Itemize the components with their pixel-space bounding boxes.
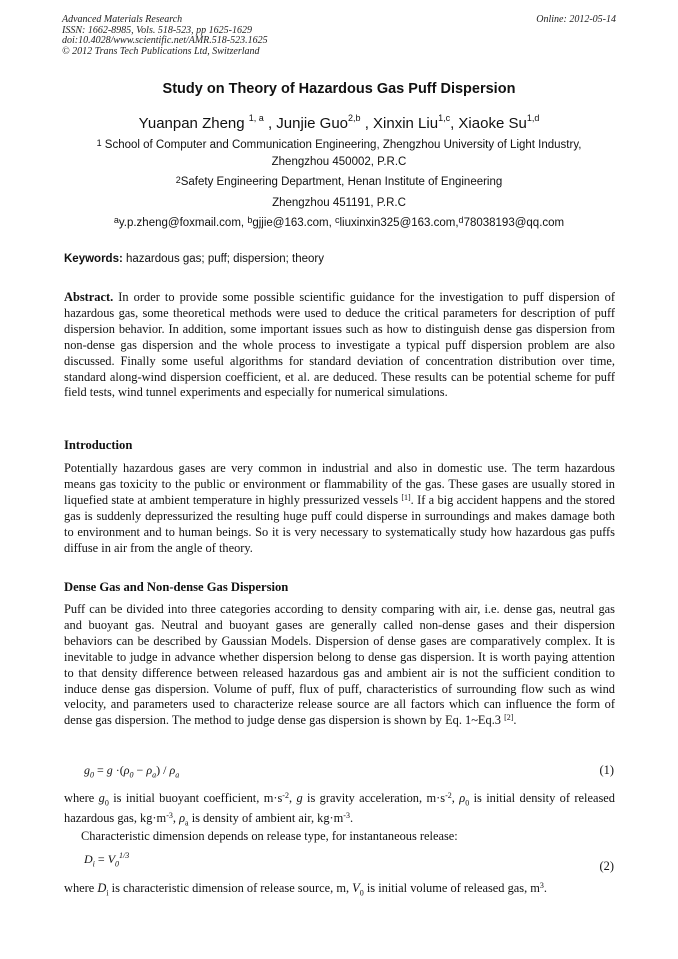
eq-symbol: D: [84, 852, 93, 866]
affiliation-text: Safety Engineering Department, Henan Institute of Engineering: [180, 176, 503, 188]
affiliation-1: [64, 137, 614, 171]
where-text: is density of ambient air, kg·m: [188, 811, 344, 826]
eq-symbol: ρ: [169, 763, 176, 777]
author-name: , Xiaoke Su: [450, 115, 527, 132]
citation: [1]: [401, 492, 411, 502]
var: g: [98, 791, 105, 805]
keywords: [64, 253, 324, 265]
dense-gas-paragraph: [64, 602, 615, 729]
keywords-text: hazardous gas; puff; dispersion; theory: [122, 253, 324, 265]
where-text: ,: [451, 791, 460, 805]
equation-2-number: (2): [599, 859, 614, 873]
email-sup: d: [458, 215, 464, 225]
eq-symbol: ρ: [146, 763, 153, 777]
eq-symbol: g: [106, 763, 113, 777]
where-text: is initial buoyant coefficient, m·s: [108, 791, 283, 805]
where-text: where: [64, 791, 99, 805]
eq-sub: 0: [129, 770, 134, 780]
online-date: Online: 2012-05-14: [536, 14, 616, 25]
exp: -3: [166, 811, 173, 821]
dense-gas-heading: Dense Gas and Non-dense Gas Dispersion: [64, 580, 289, 594]
author-sup: 2,b: [348, 113, 361, 123]
where-text: is initial density of: [469, 791, 571, 805]
journal-name: Advanced Materials Research: [62, 14, 183, 25]
where-text: where: [64, 881, 98, 895]
eq-symbol: ρ: [123, 763, 130, 777]
var-sub: a: [185, 818, 189, 828]
affiliation-text: Zhengzhou 451191, P.R.C: [272, 197, 406, 209]
eq-symbol: V: [107, 852, 116, 866]
author-name: , Xinxin Liu: [360, 115, 439, 132]
keywords-label: Keywords:: [64, 253, 123, 265]
journal-header: [62, 15, 616, 57]
email: 78038193@qq.com: [463, 217, 565, 229]
var: V: [352, 881, 360, 895]
where-text: is characteristic dimension of release source, m,: [108, 881, 353, 895]
email: y.p.zheng@foxmail.com,: [118, 217, 248, 229]
email-sup: b: [247, 215, 253, 225]
dense-text: Puff can be divided into three categories according to density comparing with air, i.e. dense gas, neutral gas and buoyant gas. Neutral and buoyant gases are generally called non-dense gases and their dispersion behaviors can be described by Gaussian Models. Dispersion of dense gases are comparatively complex. It is inevitable to judge in advance whether dispersion belong to dense gas dispersion. It is worth paying attention to that density difference between released hazardous gas and ambient air is not the sufficient condition to induce dense gas dispersion. Volume of puff, flux of puff, characteristics of surrounding flow such as wind velocity, and parameters used to characterize release source are all factors which can influence the form of dense gas dispersion. The method to judge dense gas dispersion is shown by Eq. 1~Eq.3: [64, 602, 615, 728]
where-text: ,: [288, 791, 297, 805]
var: ρ: [459, 791, 466, 805]
where-text: ,: [172, 811, 180, 826]
where-text: released hazardous gas, kg·m: [64, 791, 615, 826]
exp: -2: [445, 791, 452, 800]
eq-sub: a: [175, 770, 180, 780]
var: g: [296, 791, 303, 805]
abstract-label: Abstract.: [64, 290, 114, 304]
affiliation-sup: 2: [175, 175, 181, 185]
var-sub: 0: [104, 798, 109, 808]
introduction-paragraph: [64, 461, 615, 556]
var: D: [97, 881, 107, 895]
characteristic-line: Characteristic dimension depends on release type, for instantaneous release:: [81, 829, 458, 843]
eq-sub: 0: [115, 859, 120, 869]
where-text: is initial volume of released gas, m: [363, 881, 540, 895]
issn-line: ISSN: 1662-8985, Vols. 518-523, pp 1625-1629: [62, 24, 252, 36]
author-name: , Junjie Guo: [263, 115, 349, 132]
equation-1-number: (1): [599, 763, 614, 777]
where-text: .: [349, 811, 354, 826]
affiliation-text: Zhengzhou 450002, P.R.C: [271, 156, 407, 168]
exp: -2: [282, 791, 289, 800]
exp: -3: [343, 811, 350, 821]
doi-line: doi:10.4028/www.scientific.net/AMR.518-523.1625: [62, 35, 268, 47]
eq-sub: 0: [90, 770, 94, 780]
citation: [2]: [504, 713, 514, 723]
eq-symbol: g: [84, 763, 90, 777]
email: liuxinxin325@163.com,: [339, 217, 459, 229]
copyright-line: © 2012 Trans Tech Publications Ltd, Switzerland: [62, 45, 260, 57]
introduction-heading: Introduction: [64, 438, 133, 452]
eq-operator: −: [133, 763, 147, 777]
equation-2-where: [64, 881, 615, 901]
intro-text: . If a big accident happens and the stored gas is suddenly depressurized the resulting huge puff could disperse in surroundings and makes damage both to environment and to human beings. So it is very necessary to systematically study how hazardous gas puffs diffuse in air from the angle of theory.: [64, 492, 615, 555]
where-text: is gravity acceleration, m·s: [302, 791, 446, 805]
affiliation-2: [64, 174, 614, 191]
email-sup: c: [334, 215, 340, 225]
intro-text: Potentially hazardous gases are very common in industrial and also in domestic use. The term hazardous means gas toxicity to the public or environment or flammability of the gas. These gases are usually stored in liquefied state at ambient temperature in highly pressurized vessels: [64, 461, 615, 507]
exp: 3: [539, 881, 544, 890]
var-sub: 0: [359, 888, 364, 898]
eq-sup: 1/3: [119, 851, 130, 860]
affiliation-2-city: [64, 195, 614, 212]
author-sup: 1, a: [248, 113, 264, 123]
var-sub: i: [106, 888, 109, 898]
var: ρ: [179, 811, 186, 826]
paper-title: Study on Theory of Hazardous Gas Puff Dispersion: [162, 81, 516, 97]
email-list: [0, 217, 678, 229]
author-list: [0, 115, 678, 132]
eq-operator: ·(: [112, 763, 124, 777]
email: gjjie@163.com,: [252, 217, 335, 229]
abstract-text: In order to provide some possible scientific guidance for the investigation to puff dispersion of hazardous gas, some theoretical methods were used to deduce the critical parameters for description of puff dispersion behavior. In addition, some important issues such as how to distinguish dense gas dispersion from non-dense gas dispersion and the whole process to investigate a typical puff dispersion problem are also discussed. Finally some useful algorithms for standard deviation of concentration distribution over time, standard along-wind dispersion coefficient, et al. are deduced. These results can be potential scheme for puff field tests, wind tunnel experiments and especially for numerical simulations.: [64, 290, 615, 400]
email-sup: a: [113, 215, 119, 225]
eq-operator: ) /: [156, 763, 170, 777]
affiliation-sup: 1: [96, 138, 102, 148]
var-sub: 0: [465, 798, 470, 808]
eq-operator: =: [94, 852, 108, 866]
dense-text: .: [513, 713, 517, 728]
author-name: Yuanpan Zheng: [138, 115, 249, 132]
author-sup: 1,d: [526, 113, 540, 123]
affiliation-text: School of Computer and Communication Engineering, Zhengzhou University of Light Industry,: [101, 139, 582, 151]
eq-operator: =: [94, 763, 107, 777]
abstract: [64, 290, 615, 401]
eq-sub: a: [152, 770, 157, 780]
eq-sub: i: [92, 859, 95, 869]
author-sup: 1,c: [438, 113, 451, 123]
equation-1-where: [64, 791, 615, 832]
equation-1: [84, 763, 179, 779]
where-text: .: [543, 881, 548, 895]
equation-2: [84, 851, 129, 868]
